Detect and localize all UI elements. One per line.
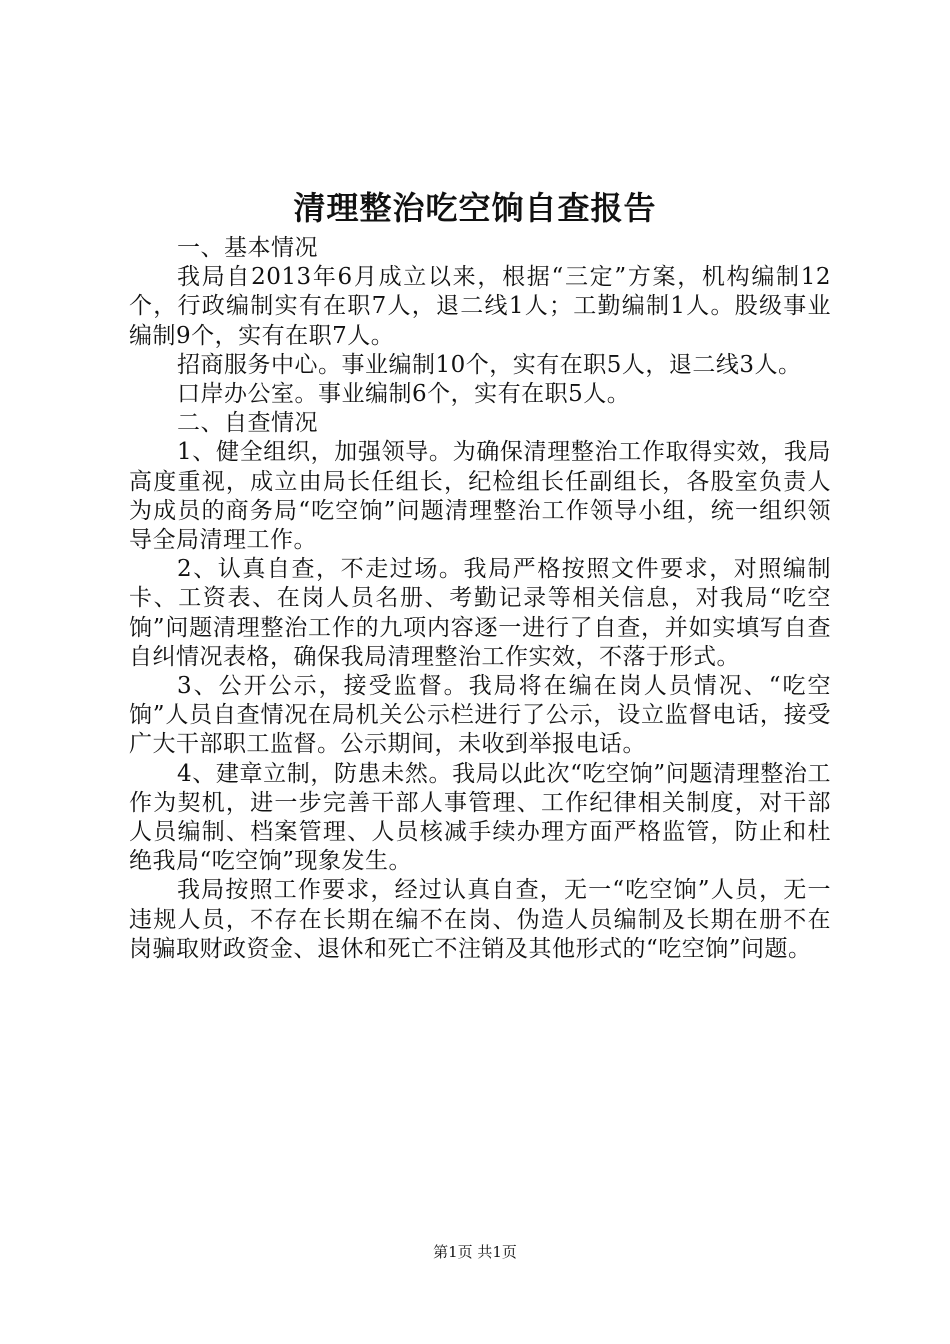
paragraph: 3、公开公示，接受监督。我局将在编在岗人员情况、“吃空饷”人员自查情况在局机关公示栏进行了公示，设立监督电话，接受广大干部职工监督。公示期间，未收到举报电话。 [129, 673, 831, 758]
paragraph: 1、健全组织，加强领导。为确保清理整治工作取得实效，我局高度重视，成立由局长任组长，纪检组长任副组长，各股室负责人为成员的商务局“吃空饷”问题清理整治工作领导小组，统一组织领导全局清理工作。 [129, 439, 831, 554]
paragraph: 2、认真自查，不走过场。我局严格按照文件要求，对照编制卡、工资表、在岗人员名册、考勤记录等相关信息，对我局“吃空饷”问题清理整治工作的九项内容逐一进行了自查，并如实填写自查自纠情况表格，确保我局清理整治工作实效，不落于形式。 [129, 556, 831, 670]
paragraph: 4、建章立制，防患未然。我局以此次“吃空饷”问题清理整治工作为契机，进一步完善干部人事管理、工作纪律相关制度，对干部人员编制、档案管理、人员核减手续办理方面严格监管，防止和杜绝我局“吃空饷”现象发生。 [129, 760, 831, 875]
paragraph: 招商服务中心。事业编制10个，实有在职5人，退二线3人。 [177, 351, 802, 378]
document-title: 清理整治吃空饷自查报告 [293, 189, 657, 227]
section-heading-selfcheck: 二、自查情况 [177, 410, 318, 437]
page-number: 第1页 共1页 [433, 1243, 517, 1261]
paragraph: 我局按照工作要求，经过认真自查，无一“吃空饷”人员，无一违规人员，不存在长期在编不在岗、伪造人员编制及长期在册不在岗骗取财政资金、退休和死亡不注销及其他形式的“吃空饷”问题。 [129, 877, 831, 962]
section-heading-basic: 一、基本情况 [177, 235, 318, 261]
paragraph: 我局自2013年6月成立以来，根据“三定”方案，机构编制12个，行政编制实有在职7人，退二线1人；工勤编制1人。股级事业编制9个，实有在职7人。 [129, 264, 831, 349]
document-body [129, 234, 831, 964]
paragraph: 口岸办公室。事业编制6个，实有在职5人。 [177, 381, 631, 408]
